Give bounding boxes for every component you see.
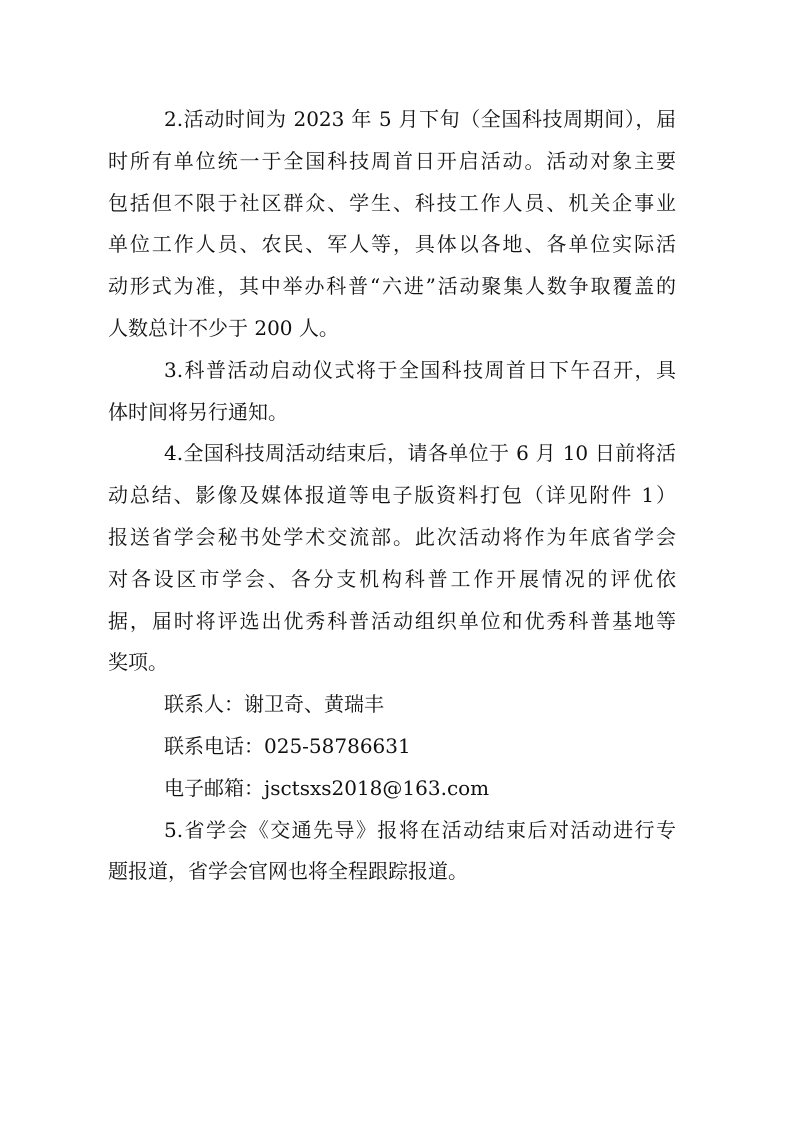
paragraph-2-line-6: 人数总计不少于 200 人。 bbox=[108, 315, 339, 340]
paragraph-4-line-4: 对各设区市学会、各分支机构科普工作开展情况的评优依 bbox=[108, 566, 676, 591]
paragraph-4-line-1: 4.全国科技周活动结束后，请各单位于 6 月 10 日前将活 bbox=[164, 441, 676, 466]
paragraph-4-line-2: 动总结、影像及媒体报道等电子版资料打包（详见附件 1） bbox=[108, 483, 676, 508]
paragraph-2-line-4: 单位工作人员、农民、军人等，具体以各地、各单位实际活 bbox=[108, 232, 676, 257]
paragraph-5-line-2: 题报道，省学会官网也将全程跟踪报道。 bbox=[108, 859, 468, 884]
paragraph-2-line-3: 包括但不限于社区群众、学生、科技工作人员、机关企事业 bbox=[108, 190, 676, 215]
document-page bbox=[108, 101, 676, 895]
contact-phone: 联系电话：025-58786631 bbox=[164, 733, 411, 758]
paragraph-4-line-5: 据，届时将评选出优秀科普活动组织单位和优秀科普基地等 bbox=[108, 608, 676, 633]
contact-person: 联系人：谢卫奇、黄瑞丰 bbox=[164, 692, 384, 717]
paragraph-4-line-6: 奖项。 bbox=[108, 650, 168, 675]
paragraph-3-line-1: 3.科普活动启动仪式将于全国科技周首日下午召开，具 bbox=[164, 357, 676, 382]
paragraph-2-line-1: 2.活动时间为 2023 年 5 月下旬（全国科技周期间），届 bbox=[164, 107, 676, 131]
paragraph-2-line-5: 动形式为准，其中举办科普“六进”活动聚集人数争取覆盖的 bbox=[108, 274, 676, 299]
paragraph-4-line-3: 报送省学会秘书处学术交流部。此次活动将作为年底省学会 bbox=[108, 524, 676, 549]
paragraph-5-line-1: 5.省学会《交通先导》报将在活动结束后对活动进行专 bbox=[164, 817, 676, 842]
contact-email: 电子邮箱：jsctsxs2018@163.com bbox=[164, 775, 490, 800]
paragraph-3-line-2: 体时间将另行通知。 bbox=[108, 399, 288, 424]
paragraph-2-line-2: 时所有单位统一于全国科技周首日开启活动。活动对象主要 bbox=[108, 148, 676, 173]
